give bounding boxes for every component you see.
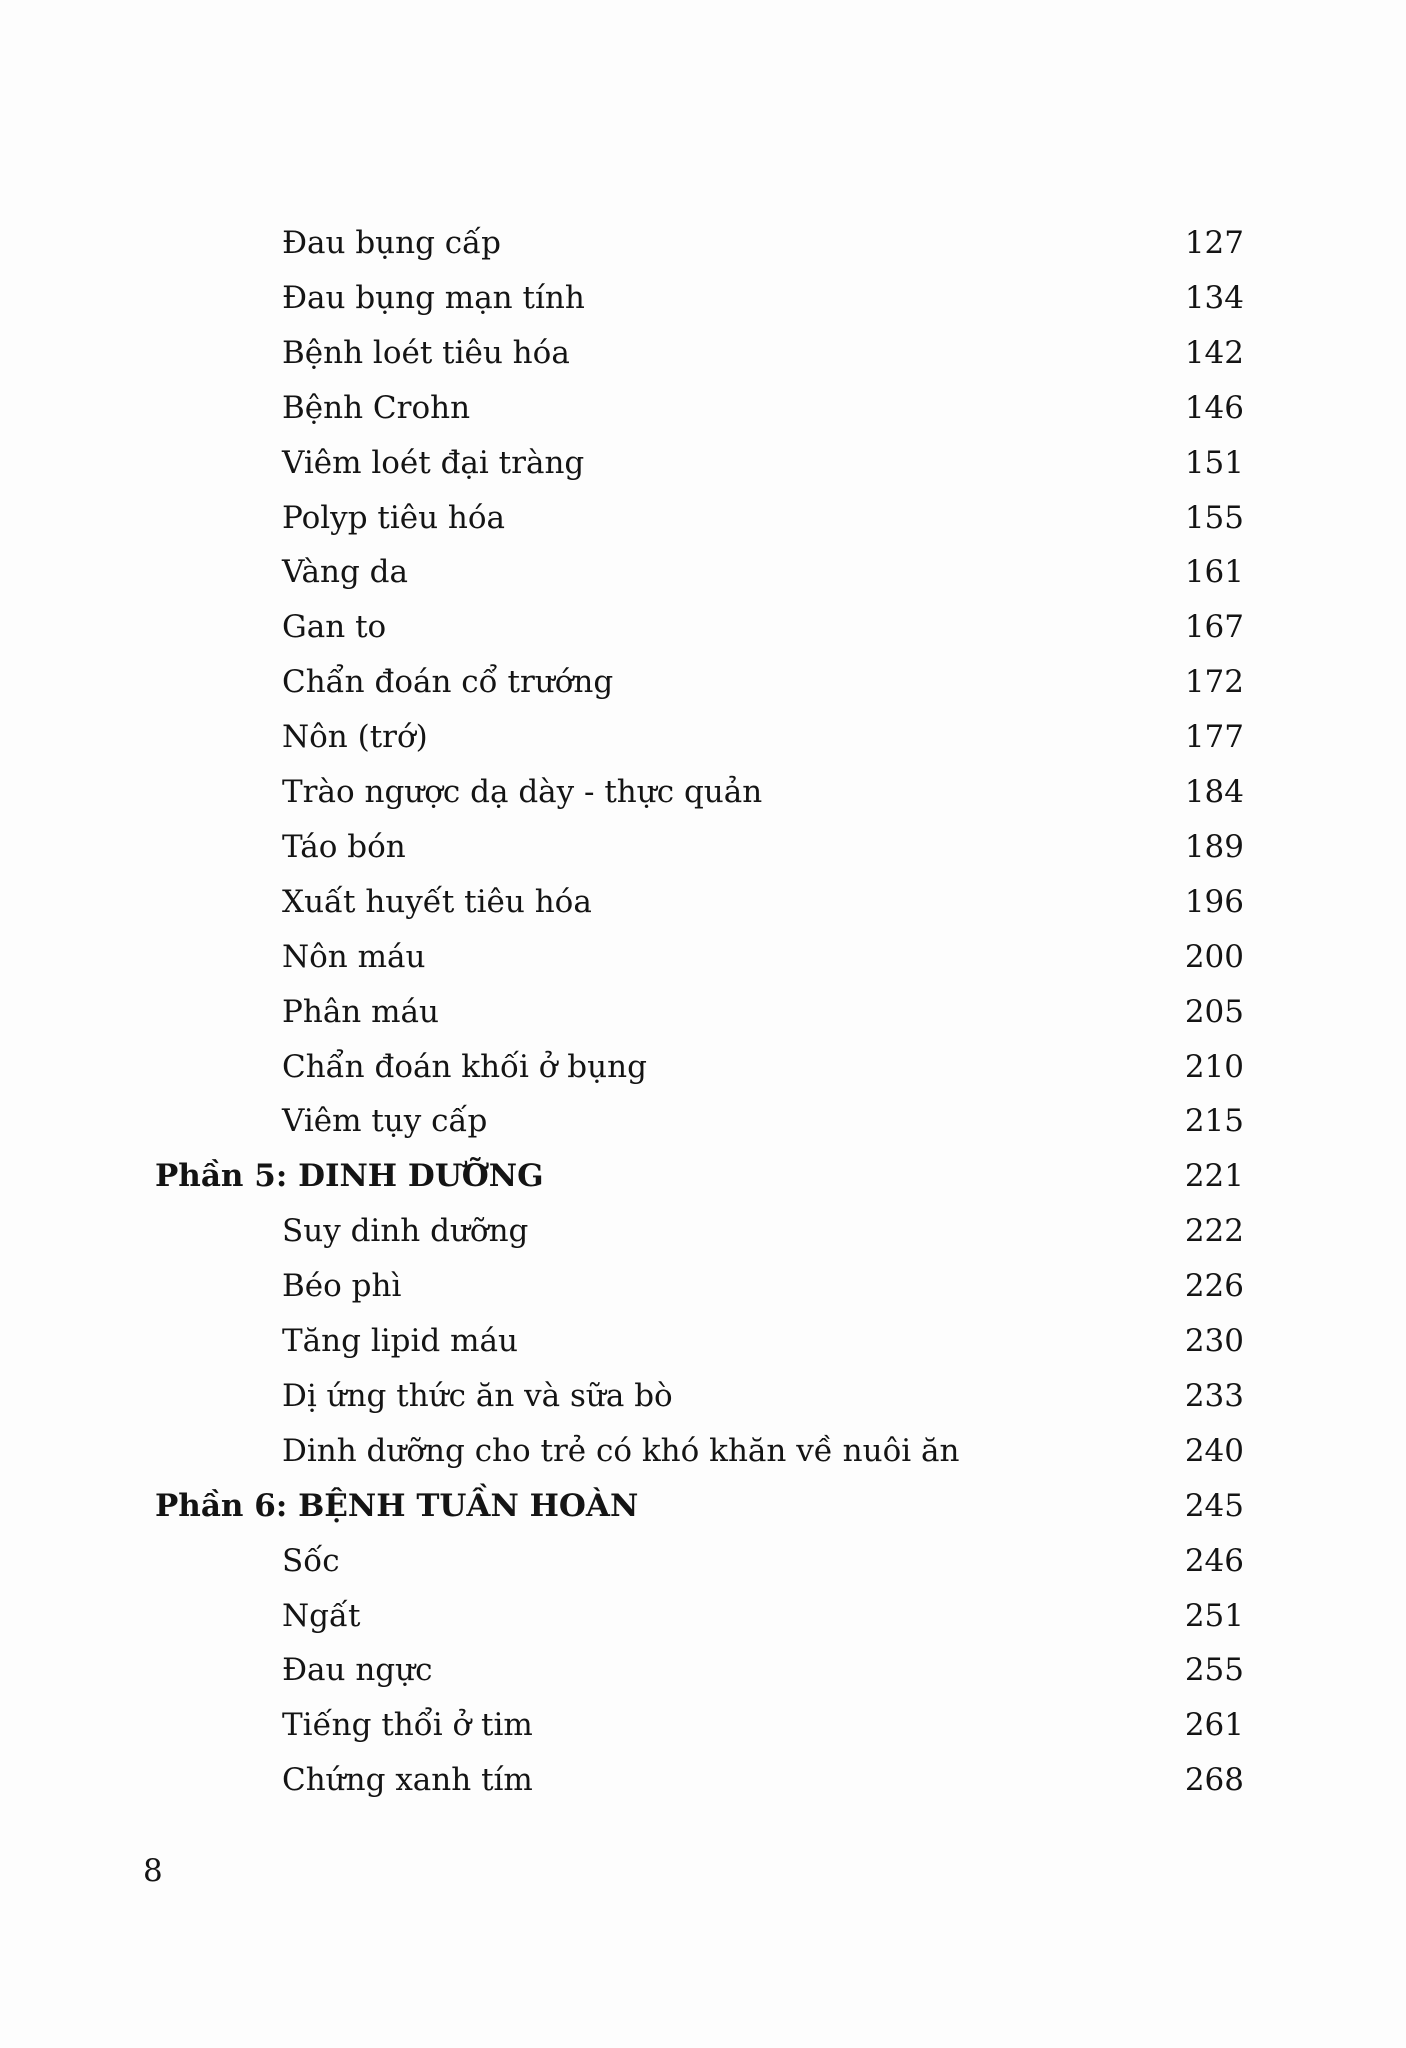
toc-entry-title: Đau bụng mạn tính <box>282 280 585 316</box>
toc-entry-title: Viêm tụy cấp <box>282 1103 488 1139</box>
toc-entry-title: Nôn máu <box>282 939 426 975</box>
toc-entry <box>282 1096 1244 1146</box>
toc-page-number: 172 <box>1184 664 1244 700</box>
toc-entry <box>282 602 1244 652</box>
toc-entry <box>282 1426 1244 1476</box>
toc-page-number: 215 <box>1184 1103 1244 1139</box>
toc-entry <box>282 712 1244 762</box>
toc-entry <box>282 987 1244 1037</box>
toc-entry <box>282 218 1244 268</box>
toc-page-number: 210 <box>1184 1049 1244 1085</box>
toc-entry-title: Xuất huyết tiêu hóa <box>282 884 592 920</box>
toc-entry <box>282 1755 1244 1805</box>
toc-entry <box>282 547 1244 597</box>
toc-entry-title: Chẩn đoán cổ trướng <box>282 664 614 700</box>
toc-entry <box>282 932 1244 982</box>
toc-entry-title: Dị ứng thức ăn và sữa bò <box>282 1378 673 1414</box>
toc-page-number: 151 <box>1184 445 1244 481</box>
toc-section-heading <box>155 1151 1244 1201</box>
toc-page-number: 268 <box>1184 1762 1244 1798</box>
toc-entry-title: Nôn (trớ) <box>282 719 428 755</box>
toc-entry <box>282 657 1244 707</box>
toc-page-number: 184 <box>1184 774 1244 810</box>
toc-page-number: 134 <box>1184 280 1244 316</box>
toc-page-number: 167 <box>1184 609 1244 645</box>
toc-page-number: 246 <box>1184 1543 1244 1579</box>
toc-page-number: 230 <box>1184 1323 1244 1359</box>
toc-entry-title: Béo phì <box>282 1268 402 1304</box>
toc-page-number: 189 <box>1184 829 1244 865</box>
toc-entry-title: Bệnh loét tiêu hóa <box>282 335 570 371</box>
toc-entry <box>282 328 1244 378</box>
toc-page-number: 222 <box>1184 1213 1244 1249</box>
toc-page-number: 146 <box>1184 390 1244 426</box>
toc-page-number: 200 <box>1184 939 1244 975</box>
toc-entry <box>282 1536 1244 1586</box>
toc-page-number: 196 <box>1184 884 1244 920</box>
toc-entry-title: Viêm loét đại tràng <box>282 445 585 481</box>
page-number: 8 <box>143 1853 163 1889</box>
toc-section-title: Phần 6: BỆNH TUẦN HOÀN <box>155 1488 639 1524</box>
toc-entry-title: Chứng xanh tím <box>282 1762 533 1798</box>
toc-page-number: 155 <box>1184 500 1244 536</box>
toc-entry-title: Phân máu <box>282 994 439 1030</box>
toc-entry-title: Chẩn đoán khối ở bụng <box>282 1049 647 1085</box>
toc-entry-title: Ngất <box>282 1598 361 1634</box>
toc-page-number: 226 <box>1184 1268 1244 1304</box>
toc-page-number: 255 <box>1184 1652 1244 1688</box>
toc-entry <box>282 493 1244 543</box>
toc-entry <box>282 767 1244 817</box>
toc-page-number: 261 <box>1184 1707 1244 1743</box>
toc-entry-title: Táo bón <box>282 829 406 865</box>
toc-entry-title: Sốc <box>282 1543 340 1579</box>
toc-page-number: 233 <box>1184 1378 1244 1414</box>
toc-entry-title: Gan to <box>282 609 387 645</box>
toc-section-heading <box>155 1481 1244 1531</box>
toc-entry-title: Suy dinh dưỡng <box>282 1213 529 1249</box>
toc-entry <box>282 438 1244 488</box>
toc-entry-title: Đau bụng cấp <box>282 225 501 261</box>
toc-entry-title: Đau ngực <box>282 1652 433 1688</box>
toc-page-number: 142 <box>1184 335 1244 371</box>
toc-page-number: 245 <box>1184 1488 1244 1524</box>
toc-entry-title: Dinh dưỡng cho trẻ có khó khăn về nuôi ăn <box>282 1433 960 1469</box>
toc-entry <box>282 877 1244 927</box>
toc-entry <box>282 1261 1244 1311</box>
toc-page-number: 127 <box>1184 225 1244 261</box>
toc-page-number: 240 <box>1184 1433 1244 1469</box>
toc-entry <box>282 1591 1244 1641</box>
toc-entry-title: Tăng lipid máu <box>282 1323 518 1359</box>
toc-page-number: 177 <box>1184 719 1244 755</box>
toc-entry <box>282 1645 1244 1695</box>
toc-page-number: 205 <box>1184 994 1244 1030</box>
toc-entry <box>282 1042 1244 1092</box>
toc-entry-title: Trào ngược dạ dày - thực quản <box>282 774 763 810</box>
toc-section-title: Phần 5: DINH DƯỠNG <box>155 1158 544 1194</box>
toc-page-number: 251 <box>1184 1598 1244 1634</box>
toc-entry <box>282 1371 1244 1421</box>
toc-entry <box>282 383 1244 433</box>
toc-entry <box>282 822 1244 872</box>
toc-entry <box>282 1700 1244 1750</box>
toc-entry <box>282 1316 1244 1366</box>
toc-entry-title: Vàng da <box>282 554 409 590</box>
toc-entry-title: Polyp tiêu hóa <box>282 500 506 536</box>
toc-page-number: 161 <box>1184 554 1244 590</box>
toc-entry <box>282 273 1244 323</box>
toc-entry <box>282 1206 1244 1256</box>
toc-entry-title: Bệnh Crohn <box>282 390 471 426</box>
toc-page-number: 221 <box>1184 1158 1244 1194</box>
toc-entry-title: Tiếng thổi ở tim <box>282 1707 533 1743</box>
